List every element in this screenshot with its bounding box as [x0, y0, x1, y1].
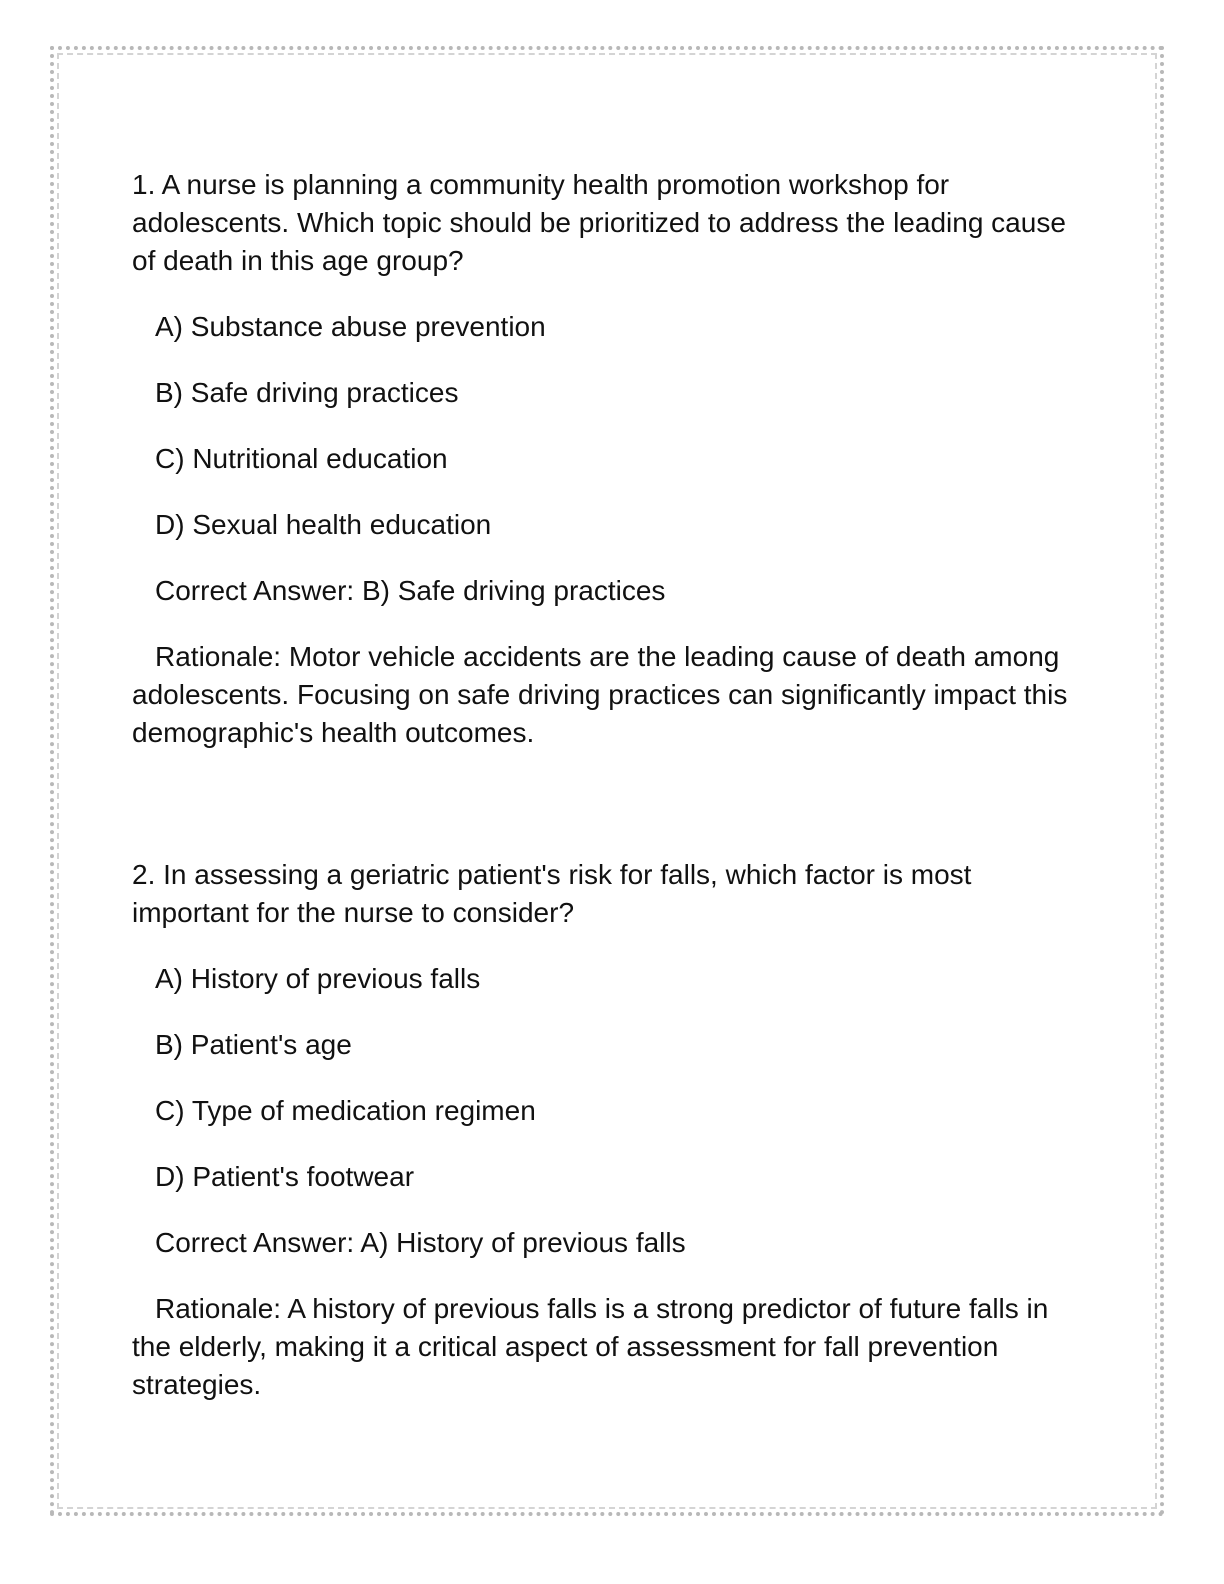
question-text: 2. In assessing a geriatric patient's risk for falls, which factor is most important for the nurse to consider? — [132, 859, 972, 928]
correct-answer: Correct Answer: B) Safe driving practices — [155, 575, 666, 606]
document-content — [132, 166, 1092, 1404]
rationale: Rationale: Motor vehicle accidents are the leading cause of death among adolescents. Focusing on safe driving practices can significantly impact this demographic's health outcomes. — [132, 641, 1068, 748]
question-text: 1. A nurse is planning a community health promotion workshop for adolescents. Which topic should be prioritized to address the leading cause of death in this age group? — [132, 169, 1066, 276]
option-a: A) Substance abuse prevention — [155, 311, 546, 342]
option-a: A) History of previous falls — [155, 963, 481, 994]
option-d: D) Patient's footwear — [155, 1161, 415, 1192]
option-c: C) Type of medication regimen — [155, 1095, 536, 1126]
option-b: B) Patient's age — [155, 1029, 352, 1060]
rationale: Rationale: A history of previous falls is a strong predictor of future falls in the elderly, making it a critical aspect of assessment for fall prevention strategies. — [132, 1293, 1049, 1400]
option-b: B) Safe driving practices — [155, 377, 459, 408]
correct-answer: Correct Answer: A) History of previous falls — [155, 1227, 686, 1258]
question-2 — [132, 856, 1092, 1404]
option-c: C) Nutritional education — [155, 443, 448, 474]
option-d: D) Sexual health education — [155, 509, 492, 540]
question-1 — [132, 166, 1092, 752]
